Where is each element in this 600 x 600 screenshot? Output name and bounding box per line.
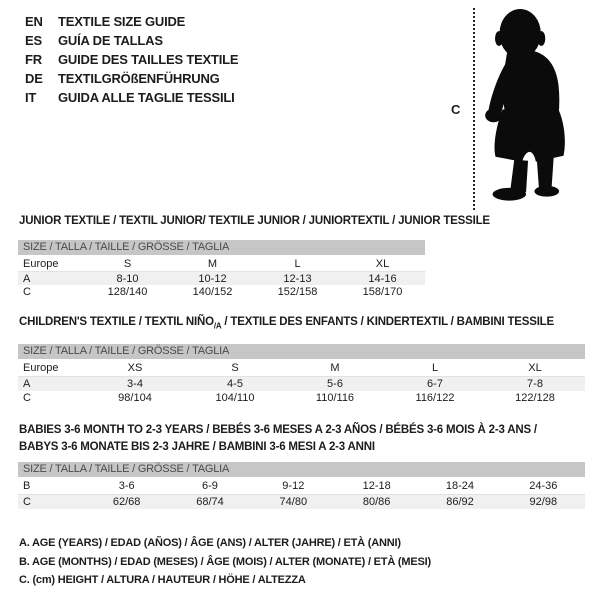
table-cell: 10-12 [198,273,227,285]
table-cell: 98/104 [118,392,152,404]
title-subscript: /A [213,321,222,331]
table-cell: XL [375,258,390,270]
section-title-babies-line2: BABYS 3-6 MONATE BIS 2-3 JAHRE / BAMBINI 3-6 MESI A 2-3 ANNI [19,441,375,453]
table-cell: M [207,258,218,270]
legend [19,534,431,590]
row-label: C [23,286,31,298]
table-row-height [18,285,425,299]
junior-size-table [18,240,425,299]
lang-row-fr [25,50,238,69]
table-cell: 4-5 [227,378,243,390]
section-title-children [19,316,554,330]
lang-label: GUIDA ALLE TAGLIE TESSILI [58,90,235,105]
table-cell: L [431,362,439,374]
table-cell: 6-9 [202,480,218,492]
table-cell: 3-4 [127,378,143,390]
baby-silhouette-icon [483,7,578,209]
table-row-age [18,376,585,391]
table-cell: 24-36 [529,480,558,492]
lang-row-es [25,31,238,50]
table-cell: 140/152 [192,286,233,298]
table-cell: 122/128 [515,392,555,404]
table-row-europe [18,257,425,271]
table-cell: 68/74 [196,496,224,508]
table-cell: 3-6 [118,480,135,492]
table-cell: M [330,362,340,374]
language-title-list [25,12,238,107]
lang-code: IT [25,90,37,105]
babies-size-table [18,462,585,509]
section-title-babies-line1: BABIES 3-6 MONTH TO 2-3 YEARS / BEBÉS 3-6 MESES A 2-3 AÑOS / BÉBÉS 3-6 MOIS À 2-3 ANS / [19,424,537,436]
table-cell: 6-7 [427,378,443,390]
lang-code: ES [25,33,42,48]
table-cell: L [294,258,301,270]
section-title-junior: JUNIOR TEXTILE / TEXTIL JUNIOR/ TEXTILE JUNIOR / JUNIORTEXTIL / JUNIOR TESSILE [19,215,490,227]
row-label: C [23,392,31,404]
table-cell: 9-12 [282,480,305,492]
table-cell: 152/158 [277,286,318,298]
size-header-bar: SIZE / TALLA / TAILLE / GRÖSSE / TAGLIA [18,344,585,359]
table-cell: 128/140 [107,286,148,298]
table-cell: 92/98 [529,496,558,508]
table-cell: 8-10 [116,273,139,285]
row-label: A [23,273,31,285]
table-cell: 74/80 [279,496,308,508]
table-cell: 7-8 [527,378,543,390]
table-cell: 86/92 [446,496,474,508]
table-cell: 116/122 [415,392,455,404]
table-row-europe [18,361,585,376]
table-row-months [18,479,585,494]
table-row-height [18,494,585,509]
table-cell: S [231,362,239,374]
table-cell: 80/86 [362,496,391,508]
lang-label: TEXTILGRÖßENFÜHRUNG [58,71,220,86]
row-label: Europe [23,258,59,270]
table-cell: 12-13 [283,273,312,285]
table-cell: 158/170 [362,286,403,298]
height-figure [445,4,585,212]
table-cell: 14-16 [368,273,397,285]
row-label: B [23,480,31,492]
lang-label: TEXTILE SIZE GUIDE [58,14,186,29]
table-cell: 62/68 [112,496,141,508]
row-label: C [23,496,31,508]
legend-age-months: B. AGE (MONTHS) / EDAD (MESES) / ÂGE (MOIS) / ALTER (MONATE) / ETÀ (MESI) [19,555,431,568]
row-label: Europe [23,362,59,374]
lang-row-it [25,88,238,107]
row-label: A [23,378,31,390]
table-cell: 18-24 [445,480,475,492]
legend-age-years: A. AGE (YEARS) / EDAD (AÑOS) / ÂGE (ANS) / ALTER (JAHRE) / ETÀ (ANNI) [19,537,401,549]
table-cell: XL [528,362,542,374]
height-measure-line [473,8,475,210]
lang-code: EN [25,14,43,29]
table-row-height [18,391,585,406]
title-part: CHILDREN'S TEXTILE / TEXTIL NIÑO [19,316,214,328]
height-measure-label: C [451,102,461,117]
children-size-table [18,344,585,406]
table-cell: 5-6 [327,378,343,390]
lang-label: GUÍA DE TALLAS [58,33,163,48]
table-row-age [18,271,425,285]
table-cell: S [123,258,132,270]
lang-code: DE [25,71,43,86]
table-cell: 104/110 [215,392,255,404]
table-cell: 110/116 [315,392,355,404]
lang-row-en [25,12,238,31]
lang-label: GUIDE DES TAILLES TEXTILE [58,52,239,67]
lang-row-de [25,69,238,88]
lang-code: FR [25,52,42,67]
table-cell: 12-18 [362,480,391,492]
table-cell: XS [127,362,143,374]
title-part: / TEXTILE DES ENFANTS / KINDERTEXTIL / BAMBINI TESSILE [221,316,554,328]
size-header-bar: SIZE / TALLA / TAILLE / GRÖSSE / TAGLIA [18,240,425,255]
size-header-bar: SIZE / TALLA / TAILLE / GRÖSSE / TAGLIA [18,462,585,477]
legend-height-cm: C. (cm) HEIGHT / ALTURA / HAUTEUR / HÖHE / ALTEZZA [19,574,306,586]
